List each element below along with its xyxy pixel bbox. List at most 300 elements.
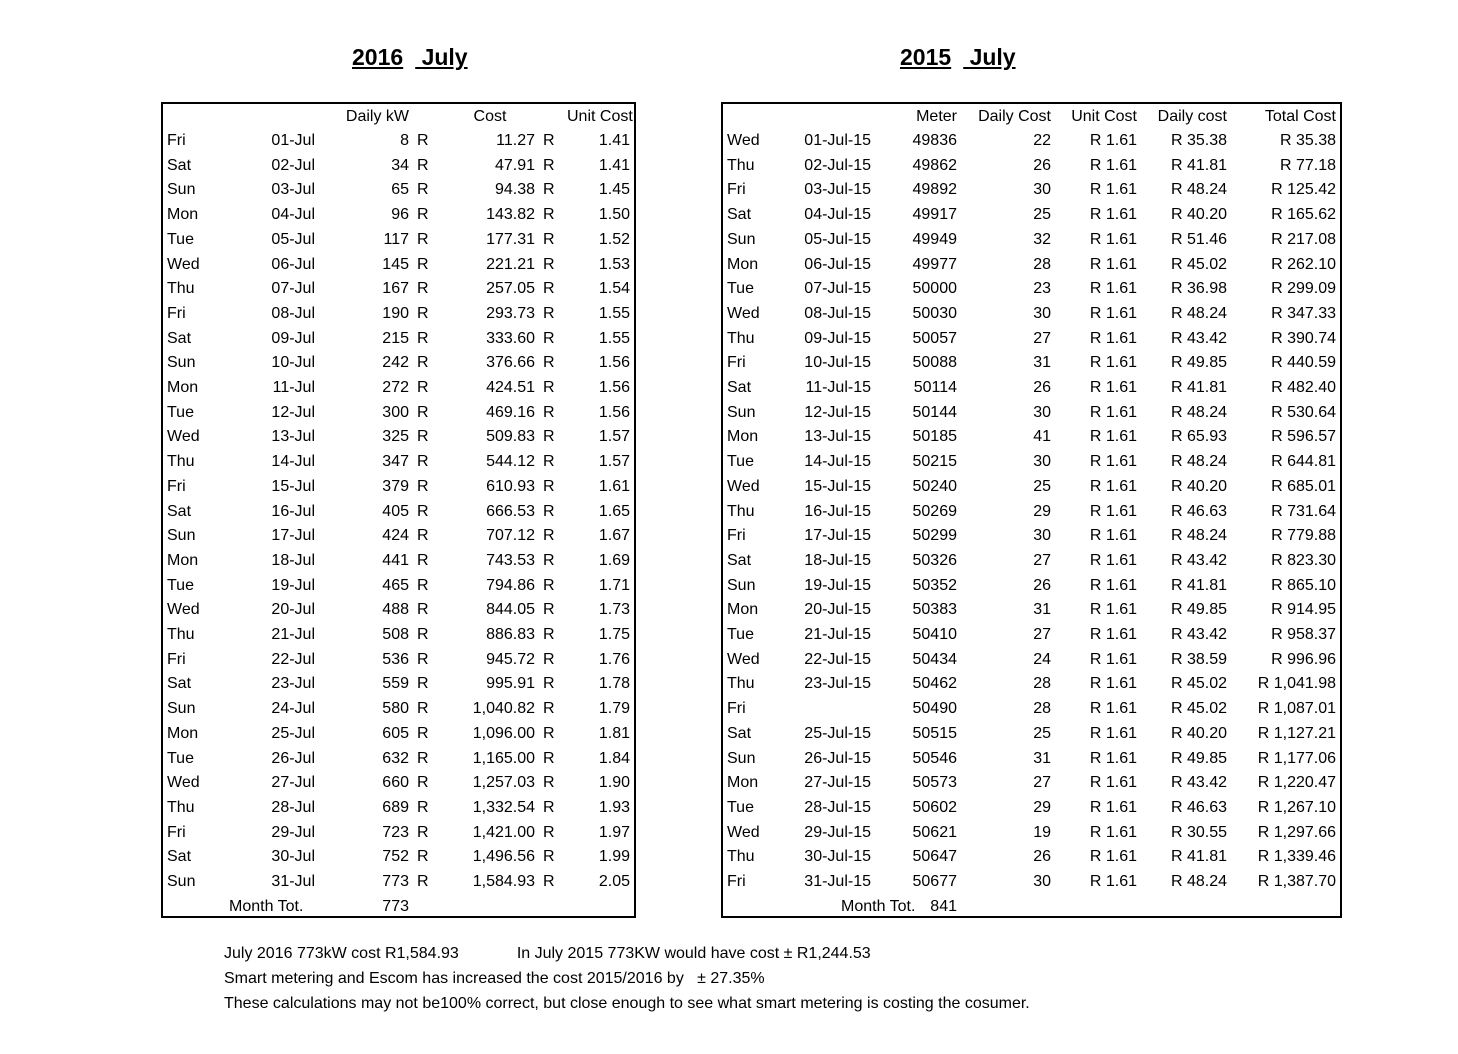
unit-cost-cell: R 1.61 — [1089, 774, 1137, 792]
unit-cost-cell: 1.56 — [598, 354, 630, 372]
unit-cost-cell: R 1.61 — [1089, 798, 1137, 816]
currency-cell: R — [543, 749, 555, 767]
date-cell: 30-Jul — [271, 848, 315, 866]
date-cell: 29-Jul — [271, 823, 315, 841]
table-row — [723, 450, 1340, 475]
total-cost-cell: R 1,220.47 — [1257, 774, 1336, 792]
daily-kw-cell: 145 — [382, 255, 409, 273]
date-cell: 29-Jul-15 — [804, 823, 871, 841]
day-cell: Thu — [167, 798, 195, 816]
table-row — [723, 376, 1340, 401]
currency-cell: R — [417, 848, 429, 866]
daily-cost-rand-cell: R 48.24 — [1170, 873, 1227, 891]
currency-cell: R — [543, 724, 555, 742]
cost-cell: 293.73 — [486, 304, 535, 322]
date-cell: 16-Jul-15 — [804, 502, 871, 520]
unit-cost-cell: 1.93 — [598, 798, 630, 816]
meter-cell: 50240 — [912, 477, 957, 495]
table-row — [723, 351, 1340, 376]
unit-cost-cell: R 1.61 — [1089, 280, 1137, 298]
date-cell: 20-Jul — [271, 601, 315, 619]
cost-cell: 94.38 — [494, 181, 535, 199]
table-row — [163, 228, 634, 253]
daily-cost-cell: 30 — [1033, 873, 1051, 891]
header-cost: Cost — [473, 108, 507, 125]
unit-cost-cell: R 1.61 — [1089, 477, 1137, 495]
month-total-label: Month Tot. — [229, 897, 304, 915]
unit-cost-cell: 1.56 — [598, 379, 630, 397]
date-cell: 31-Jul — [271, 873, 315, 891]
unit-cost-cell: 1.57 — [598, 428, 630, 446]
unit-cost-cell: 1.50 — [598, 206, 630, 224]
total-cost-cell: R 530.64 — [1271, 403, 1336, 421]
day-cell: Wed — [167, 428, 200, 446]
cost-cell: 1,040.82 — [472, 700, 535, 718]
currency-cell: R — [543, 230, 555, 248]
total-cost-cell: R 644.81 — [1271, 453, 1336, 471]
cost-cell: 11.27 — [496, 132, 535, 149]
daily-cost-rand-cell: R 46.63 — [1170, 502, 1227, 520]
table-row — [723, 574, 1340, 599]
date-cell: 10-Jul-15 — [804, 354, 871, 372]
currency-cell: R — [543, 873, 555, 891]
day-cell: Mon — [727, 601, 759, 619]
date-cell: 26-Jul-15 — [804, 749, 871, 767]
table-row — [723, 845, 1340, 870]
unit-cost-cell: 1.69 — [598, 551, 630, 569]
day-cell: Mon — [727, 428, 759, 446]
total-spacer — [723, 895, 791, 920]
table-2015-header — [723, 104, 1340, 129]
day-cell: Sat — [167, 848, 192, 866]
header-unit-cost: Unit Cost — [567, 108, 633, 125]
meter-cell: 50621 — [912, 823, 957, 841]
date-cell: 12-Jul-15 — [804, 403, 871, 421]
daily-kw-cell: 300 — [382, 403, 409, 421]
daily-cost-cell: 28 — [1033, 255, 1051, 273]
cost-cell: 469.16 — [486, 403, 535, 421]
unit-cost-cell: 1.61 — [598, 477, 630, 495]
date-cell: 08-Jul — [271, 304, 315, 322]
unit-cost-cell: R 1.61 — [1089, 626, 1137, 644]
daily-cost-cell: 23 — [1033, 280, 1051, 298]
daily-kw-cell: 96 — [391, 206, 409, 224]
day-cell: Thu — [167, 453, 195, 471]
currency-cell: R — [417, 329, 429, 347]
currency-cell: R — [417, 477, 429, 495]
header-meter: Meter — [916, 108, 957, 125]
unit-cost-cell: R 1.61 — [1089, 823, 1137, 841]
currency-cell: R — [543, 453, 555, 471]
currency-cell: R — [417, 700, 429, 718]
daily-cost-cell: 41 — [1033, 428, 1051, 446]
table-row — [723, 154, 1340, 179]
currency-cell: R — [543, 477, 555, 495]
currency-cell: R — [417, 181, 429, 199]
daily-cost-cell: 30 — [1033, 181, 1051, 199]
total-spacer — [961, 895, 1340, 920]
day-cell: Sat — [727, 724, 752, 742]
daily-cost-rand-cell: R 45.02 — [1170, 700, 1227, 718]
daily-cost-rand-cell: R 40.20 — [1170, 477, 1227, 495]
unit-cost-cell: 1.90 — [598, 774, 630, 792]
table-row — [163, 475, 634, 500]
daily-cost-rand-cell: R 45.02 — [1170, 255, 1227, 273]
table-row — [163, 277, 634, 302]
daily-cost-rand-cell: R 43.42 — [1170, 551, 1227, 569]
meter-cell: 50410 — [912, 626, 957, 644]
table-2015-total-row — [723, 895, 1340, 920]
day-cell: Tue — [167, 403, 194, 421]
cost-cell: 143.82 — [486, 206, 535, 224]
unit-cost-cell: 1.84 — [598, 749, 630, 767]
date-cell: 17-Jul — [271, 527, 315, 545]
daily-kw-cell: 605 — [382, 724, 409, 742]
daily-cost-rand-cell: R 41.81 — [1170, 576, 1227, 594]
daily-cost-rand-cell: R 43.42 — [1170, 774, 1227, 792]
day-cell: Sat — [727, 206, 752, 224]
table-row — [723, 178, 1340, 203]
title-2015-year: 2015 — [900, 44, 952, 70]
date-cell: 19-Jul-15 — [804, 576, 871, 594]
date-cell: 15-Jul — [271, 477, 315, 495]
currency-cell: R — [543, 280, 555, 298]
day-cell: Sat — [167, 329, 192, 347]
day-cell: Mon — [167, 724, 199, 742]
date-cell: 05-Jul — [271, 230, 315, 248]
daily-cost-rand-cell: R 43.42 — [1170, 626, 1227, 644]
total-cost-cell: R 596.57 — [1271, 428, 1336, 446]
day-cell: Sun — [727, 576, 756, 594]
date-cell: 04-Jul-15 — [804, 206, 871, 224]
unit-cost-cell: 1.67 — [598, 527, 630, 545]
date-cell: 10-Jul — [271, 354, 315, 372]
daily-cost-rand-cell: R 49.85 — [1170, 601, 1227, 619]
table-row — [723, 549, 1340, 574]
unit-cost-cell: R 1.61 — [1089, 354, 1137, 372]
daily-cost-rand-cell: R 49.85 — [1170, 354, 1227, 372]
currency-cell: R — [543, 304, 555, 322]
table-row — [723, 500, 1340, 525]
unit-cost-cell: 1.76 — [598, 650, 630, 668]
daily-cost-rand-cell: R 48.24 — [1170, 181, 1227, 199]
day-cell: Sat — [167, 675, 192, 693]
cost-cell: 1,257.03 — [472, 774, 535, 792]
daily-kw-cell: 632 — [382, 749, 409, 767]
table-2015-container — [721, 102, 1342, 918]
currency-cell: R — [543, 798, 555, 816]
cost-cell: 177.31 — [486, 230, 535, 248]
unit-cost-cell: 1.57 — [598, 453, 630, 471]
unit-cost-cell: R 1.61 — [1089, 601, 1137, 619]
unit-cost-cell: R 1.61 — [1089, 527, 1137, 545]
day-cell: Fri — [727, 181, 746, 199]
daily-cost-cell: 19 — [1033, 823, 1051, 841]
day-cell: Sun — [167, 354, 196, 372]
daily-kw-cell: 405 — [382, 502, 409, 520]
cost-cell: 707.12 — [486, 527, 535, 545]
daily-cost-cell: 25 — [1033, 477, 1051, 495]
title-2016 — [352, 44, 468, 71]
daily-kw-cell: 117 — [383, 230, 409, 248]
daily-cost-cell: 30 — [1033, 453, 1051, 471]
title-2016-year: 2016 — [352, 44, 404, 70]
header-date — [225, 104, 319, 129]
currency-cell: R — [417, 675, 429, 693]
cost-cell: 743.53 — [486, 551, 535, 569]
cost-cell: 257.05 — [486, 280, 535, 298]
total-cost-cell: R 440.59 — [1271, 354, 1336, 372]
table-row — [723, 697, 1340, 722]
currency-cell: R — [417, 502, 429, 520]
header-day — [163, 104, 225, 129]
date-cell: 02-Jul-15 — [804, 156, 871, 174]
daily-cost-rand-cell: R 30.55 — [1170, 823, 1227, 841]
table-2016-total-row — [163, 895, 634, 920]
date-cell: 17-Jul-15 — [804, 527, 871, 545]
total-cost-cell: R 1,267.10 — [1257, 798, 1336, 816]
date-cell: 03-Jul-15 — [804, 181, 871, 199]
day-cell: Sun — [167, 700, 196, 718]
day-cell: Fri — [727, 873, 746, 891]
cost-cell: 844.05 — [486, 601, 535, 619]
currency-cell: R — [543, 181, 555, 199]
date-cell: 03-Jul — [271, 181, 315, 199]
daily-cost-cell: 27 — [1033, 329, 1051, 347]
meter-cell: 49892 — [912, 181, 957, 199]
table-row — [163, 351, 634, 376]
day-cell: Tue — [167, 230, 194, 248]
table-row — [723, 771, 1340, 796]
date-cell: 13-Jul — [271, 428, 315, 446]
table-row — [723, 327, 1340, 352]
date-cell: 18-Jul — [271, 551, 315, 569]
unit-cost-cell: 1.99 — [598, 848, 630, 866]
table-row — [723, 401, 1340, 426]
total-cost-cell: R 35.38 — [1279, 132, 1336, 149]
date-cell: 21-Jul — [271, 626, 315, 644]
table-row — [723, 672, 1340, 697]
day-cell: Sat — [727, 379, 752, 397]
day-cell: Sun — [167, 873, 196, 891]
daily-cost-rand-cell: R 40.20 — [1170, 724, 1227, 742]
title-2016-month: July — [421, 44, 468, 70]
currency-cell: R — [543, 403, 555, 421]
date-cell: 04-Jul — [271, 206, 315, 224]
currency-cell: R — [417, 724, 429, 742]
daily-kw-cell: 325 — [382, 428, 409, 446]
daily-kw-cell: 242 — [382, 354, 409, 372]
day-cell: Sun — [727, 230, 756, 248]
table-row — [163, 623, 634, 648]
table-2016-body — [163, 129, 634, 895]
daily-cost-rand-cell: R 48.24 — [1170, 453, 1227, 471]
meter-cell: 50647 — [912, 848, 957, 866]
meter-cell: 49917 — [912, 206, 957, 224]
table-row — [723, 623, 1340, 648]
unit-cost-cell: R 1.61 — [1089, 551, 1137, 569]
meter-cell: 50573 — [912, 774, 957, 792]
day-cell: Wed — [727, 477, 760, 495]
table-row — [723, 648, 1340, 673]
table-row — [723, 203, 1340, 228]
table-row — [163, 253, 634, 278]
date-cell: 23-Jul-15 — [804, 675, 871, 693]
currency-cell: R — [417, 255, 429, 273]
table-row — [163, 302, 634, 327]
date-cell: 21-Jul-15 — [804, 626, 871, 644]
table-row — [723, 524, 1340, 549]
day-cell: Wed — [727, 304, 760, 322]
unit-cost-cell: 1.41 — [598, 156, 630, 174]
currency-cell: R — [543, 502, 555, 520]
date-cell: 12-Jul — [271, 403, 315, 421]
unit-cost-cell: 1.75 — [598, 626, 630, 644]
notes — [224, 942, 1030, 1016]
currency-cell: R — [543, 650, 555, 668]
table-row — [723, 277, 1340, 302]
daily-kw-cell: 580 — [382, 700, 409, 718]
day-cell: Wed — [167, 774, 200, 792]
table-row — [163, 129, 634, 154]
daily-cost-cell: 31 — [1033, 354, 1051, 372]
day-cell: Thu — [727, 502, 755, 520]
table-row — [723, 253, 1340, 278]
unit-cost-cell: R 1.61 — [1089, 675, 1137, 693]
table-row — [163, 672, 634, 697]
day-cell: Tue — [727, 280, 754, 298]
meter-cell: 50546 — [912, 749, 957, 767]
unit-cost-cell: 1.54 — [598, 280, 630, 298]
daily-cost-rand-cell: R 41.81 — [1170, 379, 1227, 397]
day-cell: Sat — [727, 551, 752, 569]
month-total-label: Month Tot. — [841, 897, 916, 915]
daily-cost-rand-cell: R 38.59 — [1170, 650, 1227, 668]
daily-cost-cell: 28 — [1033, 700, 1051, 718]
daily-cost-rand-cell: R 46.63 — [1170, 798, 1227, 816]
currency-cell: R — [417, 132, 429, 149]
table-row — [163, 598, 634, 623]
daily-cost-cell: 29 — [1033, 798, 1051, 816]
header-daily-cost-rand: Daily cost — [1157, 108, 1227, 125]
meter-cell: 50490 — [912, 700, 957, 718]
cost-cell: 221.21 — [486, 255, 535, 273]
table-row — [723, 129, 1340, 154]
date-cell: 20-Jul-15 — [804, 601, 871, 619]
meter-cell: 50299 — [912, 527, 957, 545]
total-cost-cell: R 1,041.98 — [1257, 675, 1336, 693]
table-row — [163, 574, 634, 599]
currency-cell: R — [417, 798, 429, 816]
unit-cost-cell: 1.73 — [598, 601, 630, 619]
unit-cost-cell: R 1.61 — [1089, 700, 1137, 718]
meter-cell: 50185 — [912, 428, 957, 446]
unit-cost-cell: 1.78 — [598, 675, 630, 693]
note-2015-estimate: In July 2015 773KW would have cost ± R1,244.53 — [516, 945, 871, 962]
meter-cell: 50030 — [912, 304, 957, 322]
unit-cost-cell: 1.56 — [598, 403, 630, 421]
date-cell: 24-Jul — [271, 700, 315, 718]
daily-kw-cell: 424 — [382, 527, 409, 545]
currency-cell: R — [543, 601, 555, 619]
date-cell: 14-Jul — [271, 453, 315, 471]
currency-cell: R — [543, 774, 555, 792]
table-row — [163, 178, 634, 203]
daily-kw-cell: 660 — [382, 774, 409, 792]
daily-cost-rand-cell: R 48.24 — [1170, 527, 1227, 545]
currency-cell: R — [543, 576, 555, 594]
currency-cell: R — [417, 379, 429, 397]
daily-kw-cell: 488 — [382, 601, 409, 619]
table-row — [723, 747, 1340, 772]
daily-kw-cell: 441 — [382, 551, 409, 569]
daily-cost-rand-cell: R 49.85 — [1170, 749, 1227, 767]
table-row — [723, 722, 1340, 747]
unit-cost-cell: R 1.61 — [1089, 156, 1137, 174]
currency-cell: R — [543, 626, 555, 644]
date-cell: 07-Jul — [271, 280, 315, 298]
month-total-value: 773 — [382, 897, 409, 915]
currency-cell: R — [543, 206, 555, 224]
date-cell: 28-Jul — [271, 798, 315, 816]
table-row — [163, 722, 634, 747]
total-cost-cell: R 958.37 — [1271, 626, 1336, 644]
currency-cell: R — [543, 156, 555, 174]
table-row — [163, 425, 634, 450]
total-cost-cell: R 1,339.46 — [1257, 848, 1336, 866]
date-cell — [791, 697, 875, 722]
day-cell: Sun — [167, 527, 196, 545]
currency-cell: R — [417, 156, 429, 174]
day-cell: Sun — [727, 749, 756, 767]
date-cell: 25-Jul-15 — [804, 724, 871, 742]
currency-cell: R — [417, 601, 429, 619]
day-cell: Tue — [727, 453, 754, 471]
unit-cost-cell: R 1.61 — [1089, 304, 1137, 322]
table-2016 — [163, 104, 634, 920]
daily-kw-cell: 536 — [382, 650, 409, 668]
unit-cost-cell: R 1.61 — [1089, 453, 1137, 471]
day-cell: Mon — [727, 255, 759, 273]
total-cost-cell: R 262.10 — [1271, 255, 1336, 273]
day-cell: Tue — [167, 749, 194, 767]
header-total-cost: Total Cost — [1264, 108, 1336, 125]
total-cost-cell: R 1,127.21 — [1257, 724, 1336, 742]
date-cell: 14-Jul-15 — [804, 453, 871, 471]
daily-cost-cell: 30 — [1033, 304, 1051, 322]
total-cost-cell: R 390.74 — [1271, 329, 1336, 347]
currency-cell: R — [417, 551, 429, 569]
meter-cell: 50057 — [912, 329, 957, 347]
date-cell: 31-Jul-15 — [804, 873, 871, 891]
unit-cost-cell: 1.97 — [598, 823, 630, 841]
currency-cell: R — [417, 650, 429, 668]
daily-cost-rand-cell: R 36.98 — [1170, 280, 1227, 298]
daily-cost-cell: 30 — [1033, 403, 1051, 421]
daily-cost-rand-cell: R 41.81 — [1170, 848, 1227, 866]
currency-cell: R — [417, 774, 429, 792]
date-cell: 26-Jul — [271, 749, 315, 767]
cost-cell: 666.53 — [486, 502, 535, 520]
daily-cost-rand-cell: R 40.20 — [1170, 206, 1227, 224]
table-row — [163, 796, 634, 821]
table-row — [163, 327, 634, 352]
note-line-1 — [224, 942, 1030, 967]
unit-cost-cell: R 1.61 — [1089, 428, 1137, 446]
unit-cost-cell: R 1.61 — [1089, 132, 1137, 149]
unit-cost-cell: 1.53 — [598, 255, 630, 273]
date-cell: 15-Jul-15 — [804, 477, 871, 495]
